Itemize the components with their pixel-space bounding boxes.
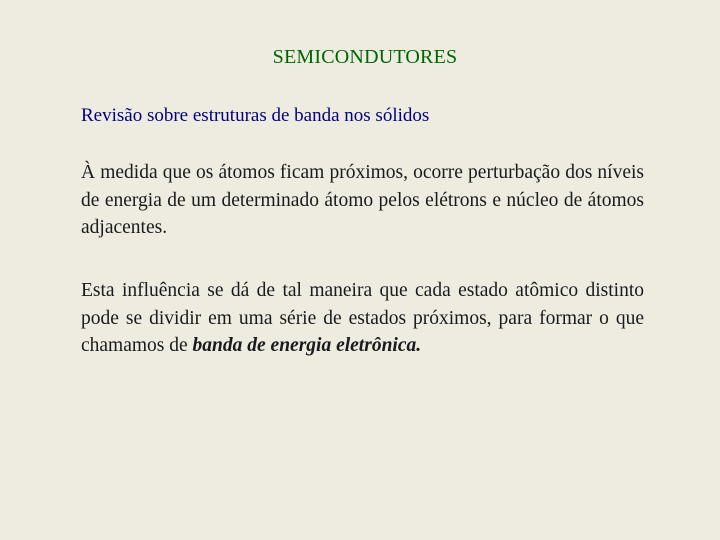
slide-title: SEMICONDUTORES bbox=[272, 46, 458, 68]
paragraph-2-text: Esta influência se dá de tal maneira que cada estado atômico distinto pode se dividir em uma série de estados próximos, para formar o que chamamos de bbox=[81, 280, 644, 356]
paragraph-1: À medida que os átomos ficam próximos, ocorre perturbação dos níveis de energia de um determinado átomo pelos elétrons e núcleo de átomos adjacentes. bbox=[81, 162, 644, 238]
paragraph-2 bbox=[81, 277, 644, 360]
slide-subtitle: Revisão sobre estruturas de banda nos sólidos bbox=[81, 105, 430, 126]
paragraph-2-emphasis: banda de energia eletrônica. bbox=[192, 335, 422, 356]
